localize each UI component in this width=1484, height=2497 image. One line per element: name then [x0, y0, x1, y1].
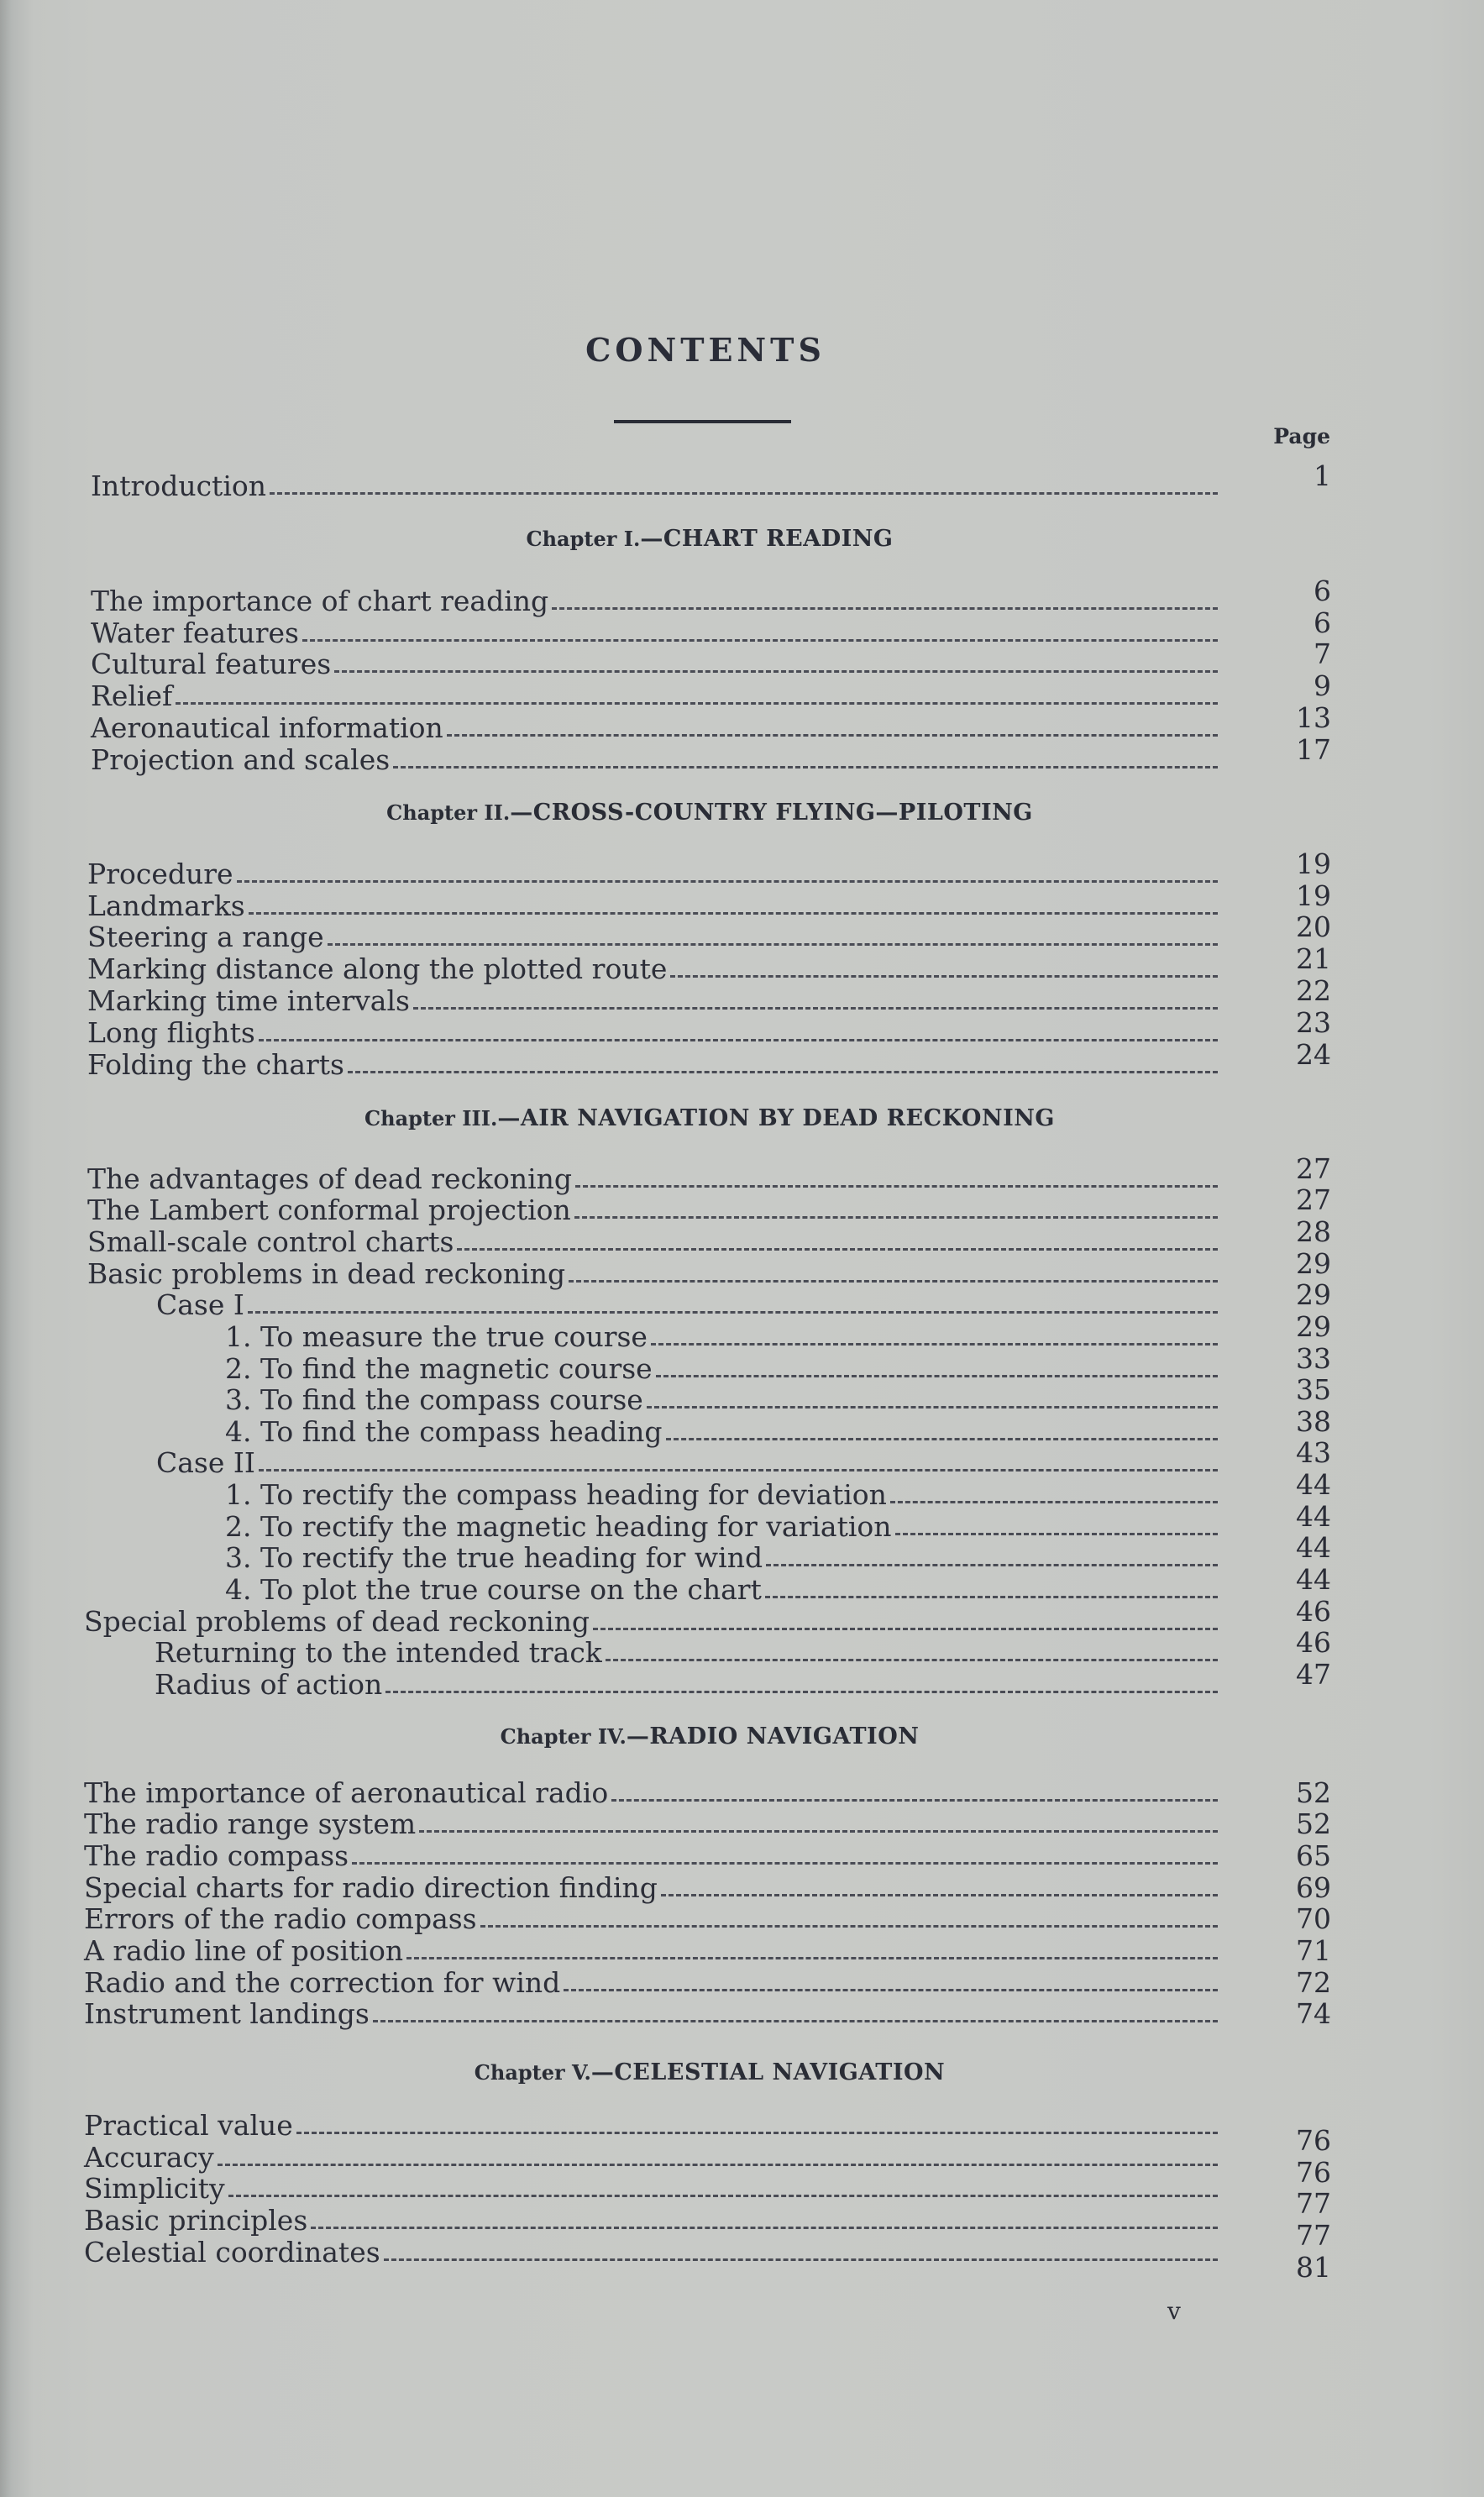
toc-entry-label: The Lambert conformal projection: [87, 1193, 571, 1226]
toc-entry-page: 43: [1296, 1436, 1331, 1469]
toc-entry-page: 44: [1296, 1563, 1331, 1596]
toc-entry-page: 52: [1296, 1807, 1331, 1840]
toc-entry-page: 33: [1296, 1342, 1331, 1375]
chapter-heading-4: [0, 1723, 1419, 1749]
chapter-name: —AIR NAVIGATION BY DEAD RECKONING: [497, 1105, 1055, 1131]
dot-leader: [249, 912, 1218, 915]
toc-entry-page: 24: [1296, 1038, 1331, 1071]
toc-entry-label: Basic principles: [84, 2204, 308, 2237]
dot-leader: [311, 2227, 1218, 2229]
dot-leader: [328, 943, 1218, 946]
toc-entry[interactable]: [0, 1247, 1484, 1290]
toc-entry-page: 44: [1296, 1468, 1331, 1501]
page-column-header: Page: [1273, 424, 1330, 449]
toc-entry-page: 76: [1296, 2156, 1331, 2189]
chapter-heading-1: [0, 526, 1419, 552]
title-rule-divider: [614, 420, 791, 423]
dot-leader: [385, 1691, 1218, 1693]
toc-entry-page: 44: [1296, 1531, 1331, 1564]
toc-entry-label: 2. To find the magnetic course: [225, 1352, 653, 1385]
dot-leader: [611, 1799, 1218, 1802]
toc-entry-label: The radio range system: [84, 1807, 417, 1840]
chapter-lead: Chapter V.: [474, 2060, 591, 2085]
dot-leader: [296, 2132, 1218, 2134]
dot-leader: [384, 2258, 1218, 2261]
chapter-heading-2: [0, 800, 1419, 826]
toc-entry-label: Introduction: [91, 469, 266, 502]
toc-entry-page: 28: [1296, 1215, 1331, 1248]
toc-entry-label: 2. To rectify the magnetic heading for variation: [225, 1510, 892, 1543]
toc-entry-label: Relief: [91, 679, 173, 712]
dot-leader: [574, 1216, 1218, 1219]
toc-entry-label: 4. To plot the true course on the chart: [225, 1573, 762, 1606]
toc-entry-page: 77: [1296, 2219, 1331, 2252]
toc-entry-label: Instrument landings: [84, 1997, 370, 2030]
dot-leader: [348, 1071, 1218, 1073]
toc-entry-page: 76: [1296, 2124, 1331, 2157]
toc-entry-page: 44: [1296, 1500, 1331, 1533]
toc-entry[interactable]: [0, 2109, 1484, 2157]
dot-leader: [228, 2195, 1218, 2197]
toc-entry-label: The importance of chart reading: [91, 585, 549, 617]
toc-entry[interactable]: [0, 1152, 1484, 1195]
toc-entry-page: 17: [1296, 733, 1331, 766]
toc-entry[interactable]: [0, 1436, 1484, 1479]
dot-leader: [334, 670, 1218, 673]
toc-entry-label: The radio compass: [84, 1839, 349, 1872]
toc-entry[interactable]: [0, 637, 1484, 680]
dot-leader: [259, 1469, 1218, 1471]
toc-entry[interactable]: [0, 879, 1484, 922]
dot-leader: [393, 766, 1218, 769]
toc-entry-label: Radio and the correction for wind: [84, 1966, 561, 1999]
toc-entry[interactable]: [0, 1500, 1484, 1543]
chapter-heading-3: [0, 1105, 1419, 1131]
toc-entry[interactable]: [0, 847, 1484, 890]
toc-entry[interactable]: [0, 1808, 1484, 1840]
toc-entry-page: 46: [1296, 1595, 1331, 1628]
toc-entry-label: Long flights: [87, 1016, 255, 1049]
toc-entry-page: 77: [1296, 2187, 1331, 2220]
toc-entry-page: 6: [1314, 606, 1331, 639]
chapter-lead: Chapter III.: [364, 1106, 498, 1130]
toc-entry-label: 3. To rectify the true heading for wind: [225, 1541, 763, 1574]
toc-entry-page: 1: [1314, 459, 1331, 492]
toc-entry-label: Landmarks: [87, 889, 245, 922]
toc-entry[interactable]: [0, 2204, 1484, 2252]
toc-entry-label: Radius of action: [155, 1668, 383, 1701]
toc-entry-label: Small-scale control charts: [87, 1225, 454, 1258]
dot-leader: [302, 639, 1218, 642]
toc-entry[interactable]: [0, 1215, 1484, 1258]
toc-entry[interactable]: [0, 1006, 1484, 1049]
toc-entry-page: 81: [1296, 2251, 1331, 2284]
toc-entry[interactable]: [0, 942, 1484, 985]
toc-entry-introduction[interactable]: [0, 459, 1484, 502]
toc-entry-page: 29: [1296, 1278, 1331, 1311]
dot-leader: [552, 607, 1218, 610]
dot-leader: [569, 1280, 1218, 1283]
chapter-lead: Chapter II.: [386, 800, 511, 825]
dot-leader: [419, 1830, 1218, 1833]
toc-entry-label: Cultural features: [91, 648, 332, 680]
toc-entry-label: Special charts for radio direction finding: [84, 1871, 658, 1904]
dot-leader: [765, 1596, 1218, 1598]
toc-entry-page: 7: [1314, 637, 1331, 670]
toc-entry[interactable]: [0, 1903, 1484, 1935]
chapter-lead: Chapter IV.: [500, 1724, 627, 1749]
toc-entry-label: Errors of the radio compass: [84, 1902, 477, 1935]
toc-entry-page: 9: [1314, 669, 1331, 702]
dot-leader: [651, 1343, 1218, 1346]
page-title: CONTENTS: [585, 331, 826, 369]
toc-entry[interactable]: [0, 1840, 1484, 1872]
toc-entry-page: 38: [1296, 1405, 1331, 1438]
toc-entry[interactable]: [0, 1038, 1484, 1081]
toc-entry-label: 3. To find the compass course: [225, 1383, 643, 1416]
chapter-lead: Chapter I.: [526, 527, 641, 551]
toc-entry-page: 29: [1296, 1247, 1331, 1280]
toc-entry-page: 19: [1296, 879, 1331, 912]
dot-leader: [575, 1185, 1218, 1188]
chapter-name: —CELESTIAL NAVIGATION: [590, 2059, 946, 2085]
toc-entry[interactable]: [0, 1531, 1484, 1574]
toc-entry[interactable]: [0, 1626, 1484, 1669]
toc-entry-page: 19: [1296, 847, 1331, 880]
toc-entry[interactable]: [0, 1310, 1484, 1353]
toc-entry-page: 21: [1296, 942, 1331, 975]
dot-leader: [352, 1862, 1218, 1865]
dot-leader: [895, 1533, 1218, 1535]
toc-entry[interactable]: [0, 1998, 1484, 2030]
toc-entry-label: 1. To measure the true course: [225, 1320, 648, 1353]
toc-entry-label: Accuracy: [84, 2141, 214, 2174]
toc-entry[interactable]: [0, 669, 1484, 712]
dot-leader: [666, 1438, 1218, 1440]
chapter-name: —RADIO NAVIGATION: [626, 1723, 920, 1749]
toc-entry-label: Case II: [156, 1446, 255, 1479]
toc-entry[interactable]: [0, 1405, 1484, 1448]
toc-entry-label: Water features: [91, 616, 299, 649]
toc-entry-label: Steering a range: [87, 921, 324, 953]
toc-entry-page: 46: [1296, 1626, 1331, 1659]
toc-entry-page: 47: [1296, 1658, 1331, 1691]
dot-leader: [647, 1406, 1218, 1408]
toc-entry[interactable]: [0, 606, 1484, 649]
toc-entry-page: 69: [1296, 1871, 1331, 1904]
toc-entry-label: Basic problems in dead reckoning: [87, 1257, 566, 1290]
toc-entry-label: Marking time intervals: [87, 984, 410, 1017]
dot-leader: [661, 1894, 1218, 1896]
dot-leader: [564, 1989, 1218, 1991]
toc-entry-page: 27: [1296, 1152, 1331, 1185]
toc-entry-page: 72: [1296, 1966, 1331, 1999]
dot-leader: [413, 1007, 1218, 1010]
toc-entry-page: 20: [1296, 910, 1331, 943]
dot-leader: [176, 702, 1218, 705]
toc-entry[interactable]: [0, 1468, 1484, 1511]
toc-entry-page: 52: [1296, 1776, 1331, 1809]
toc-entry[interactable]: [0, 1373, 1484, 1416]
toc-entry[interactable]: [0, 1563, 1484, 1606]
dot-leader: [259, 1039, 1218, 1041]
dot-leader: [890, 1501, 1218, 1503]
toc-entry-page: 29: [1296, 1310, 1331, 1343]
toc-entry-page: 65: [1296, 1839, 1331, 1872]
toc-entry-page: 71: [1296, 1934, 1331, 1967]
dot-leader: [656, 1375, 1218, 1377]
toc-entry-page: 6: [1314, 574, 1331, 607]
dot-leader: [447, 734, 1218, 737]
toc-entry-label: Simplicity: [84, 2172, 225, 2205]
toc-entry-label: The advantages of dead reckoning: [87, 1162, 573, 1195]
toc-entry-label: A radio line of position: [84, 1934, 404, 1967]
toc-entry-label: Aeronautical information: [91, 711, 443, 744]
dot-leader: [406, 1957, 1218, 1959]
dot-leader: [593, 1628, 1218, 1630]
toc-entry-label: 1. To rectify the compass heading for deviation: [225, 1478, 887, 1511]
dot-leader: [270, 492, 1218, 495]
dot-leader: [373, 2020, 1218, 2022]
dot-leader: [248, 1311, 1218, 1314]
toc-entry[interactable]: [0, 1872, 1484, 1904]
toc-entry[interactable]: [0, 1658, 1484, 1701]
toc-entry-label: The importance of aeronautical radio: [84, 1776, 609, 1809]
toc-entry[interactable]: [0, 1278, 1484, 1321]
toc-entry-label: 4. To find the compass heading: [225, 1415, 663, 1448]
dot-leader: [218, 2164, 1218, 2166]
toc-entry[interactable]: [0, 1967, 1484, 1999]
toc-entry-page: 22: [1296, 974, 1331, 1007]
dot-leader: [480, 1925, 1218, 1928]
chapter-heading-5: [0, 2059, 1419, 2085]
toc-entry-label: Returning to the intended track: [155, 1636, 602, 1669]
dot-leader: [237, 880, 1218, 883]
toc-entry-page: 70: [1296, 1902, 1331, 1935]
toc-entry-label: Practical value: [84, 2109, 293, 2142]
toc-entry[interactable]: [0, 2236, 1484, 2284]
toc-entry-label: Folding the charts: [87, 1048, 344, 1081]
toc-entry[interactable]: [0, 910, 1484, 953]
toc-entry[interactable]: [0, 974, 1484, 1017]
toc-entry[interactable]: [0, 701, 1484, 744]
dot-leader: [670, 975, 1218, 978]
toc-entry[interactable]: [0, 1183, 1484, 1226]
page-folio-number: v: [1167, 2297, 1181, 2325]
toc-entry[interactable]: [0, 574, 1484, 617]
toc-entry-label: Marking distance along the plotted route: [87, 952, 668, 985]
toc-entry[interactable]: [0, 733, 1484, 776]
dot-leader: [606, 1659, 1218, 1661]
toc-entry-page: 74: [1296, 1997, 1331, 2030]
toc-entry-page: 35: [1296, 1373, 1331, 1406]
toc-entry[interactable]: [0, 1595, 1484, 1638]
toc-entry[interactable]: [0, 1935, 1484, 1967]
toc-entry-label: Projection and scales: [91, 743, 391, 776]
toc-entry[interactable]: [0, 1342, 1484, 1385]
toc-entry-page: 27: [1296, 1183, 1331, 1216]
toc-entry-label: Case I: [156, 1288, 244, 1321]
dot-leader: [457, 1248, 1218, 1251]
dot-leader: [766, 1564, 1218, 1566]
toc-entry-page: 13: [1296, 701, 1331, 734]
toc-entry-label: Procedure: [87, 858, 233, 890]
toc-entry-label: Celestial coordinates: [84, 2236, 380, 2269]
chapter-name: —CHART READING: [640, 526, 894, 552]
toc-entry-page: 23: [1296, 1006, 1331, 1039]
toc-entry-label: Special problems of dead reckoning: [84, 1605, 590, 1638]
chapter-name: —CROSS-COUNTRY FLYING—PILOTING: [510, 800, 1033, 826]
toc-entry[interactable]: [0, 1777, 1484, 1809]
